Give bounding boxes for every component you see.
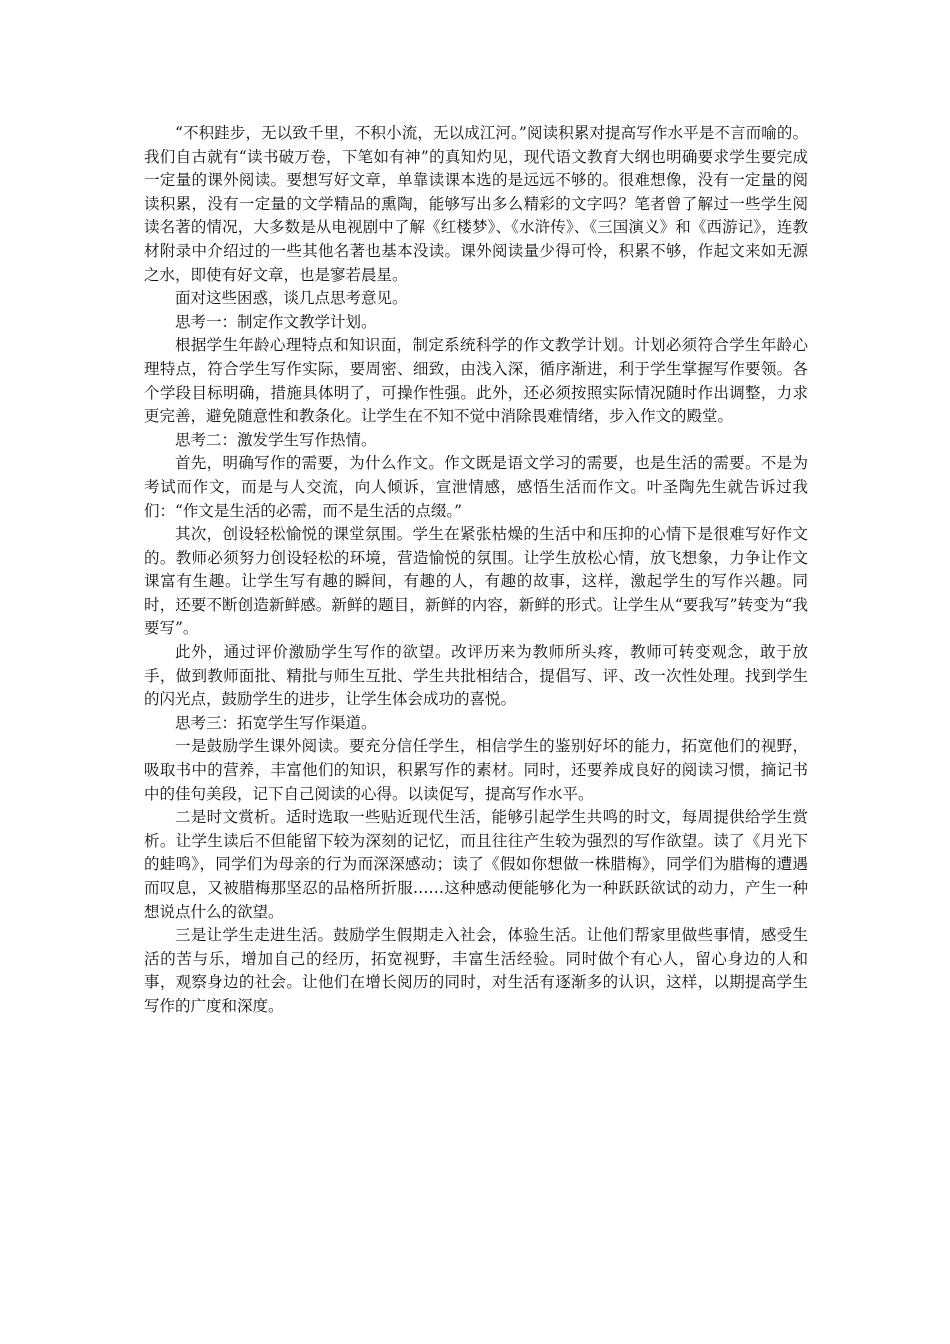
paragraph-life-experience: 三是让学生走进生活。鼓励学生假期走入社会，体验生活。让他们帮家里做些事情，感受生活的苦与乐，增加自己的经历，拓宽视野，丰富生活经验。同时做个有心人，留心身边的人和事，观察身边的社会。让他们在增长阅历的同时，对生活有逐渐多的认识，这样，以期提高学生写作的广度和深度。 (144, 926, 808, 1015)
paragraph-reading-accumulation: “不积跬步，无以致千里，不积小流，无以成江河。”阅读积累对提高写作水平是不言而喻的。我们自古就有“读书破万卷，下笔如有神”的真知灼见，现代语文教育大纲也明确要求学生要完成一定量的课外阅读。要想写好文章，单靠读课本选的是远远不够的。很难想像，没有一定量的阅读积累，没有一定量的文学精品的熏陶，能够写出多么精彩的文字吗？笔者曾了解过一些学生阅读名著的情况，大多数是从电视剧中了解《红楼梦》、《水浒传》、《三国演义》和《西游记》，连教材附录中介绍过的一些其他名著也基本没读。课外阅读量少得可怜，积累不够，作起文来如无源之水，即使有好文章，也是寥若晨星。 (144, 124, 808, 284)
heading-thought-three: 思考三：拓宽学生写作渠道。 (175, 713, 377, 732)
paragraph-teaching-plan: 根据学生年龄心理特点和知识面，制定系统科学的作文教学计划。计划必须符合学生年龄心理特点，符合学生写作实际，要周密、细致，由浅入深，循序渐进，利于学生掌握写作要领。各个学段目标明确，措施具体明了，可操作性强。此外，还必须按照实际情况随时作出调整，力求更完善，避免随意性和教条化。让学生在不知不觉中消除畏难情绪，步入作文的殿堂。 (144, 336, 808, 426)
paragraph-writing-need: 首先，明确写作的需要，为什么作文。作文既是语文学习的需要，也是生活的需要。不是为考试而作文，而是与人交流，向人倾诉，宣泄情感，感悟生活而作文。叶圣陶先生就告诉过我们：“作文是生活的必需，而不是生活的点缀。” (144, 454, 808, 520)
paragraph-introduction: 面对这些困惑，谈几点思考意见。 (175, 289, 408, 308)
paragraph-classroom-atmosphere: 其次，创设轻松愉悦的课堂氛围。学生在紧张枯燥的生活中和压抑的心情下是很难写好作文的。教师必须努力创设轻松的环境，营造愉悦的氛围。让学生放松心情，放飞想象，力争让作文课富有生趣。让学生写有趣的瞬间，有趣的人，有趣的故事，这样，激起学生的写作兴趣。同时，还要不断创造新鲜感。新鲜的题目，新鲜的内容，新鲜的形式。让学生从“要我写”转变为“我要写”。 (144, 525, 808, 638)
heading-thought-two: 思考二：激发学生写作热情。 (175, 430, 377, 449)
document-body (144, 122, 808, 1019)
paragraph-evaluation: 此外，通过评价激励学生写作的欲望。改评历来为教师所头疼，教师可转变观念，敢于放手，做到教师面批、精批与师生互批、学生共批相结合，提倡写、评、改一次性处理。找到学生的闪光点，鼓励学生的进步，让学生体会成功的喜悦。 (144, 643, 808, 709)
paragraph-extracurricular-reading: 一是鼓励学生课外阅读。要充分信任学生，相信学生的鉴别好坏的能力，拓宽他们的视野，吸取书中的营养，丰富他们的知识，积累写作的素材。同时，还要养成良好的阅读习惯，摘记书中的佳句美段，记下自己阅读的心得。以读促写，提高写作水平。 (144, 737, 808, 803)
heading-thought-one: 思考一：制定作文教学计划。 (175, 312, 377, 331)
paragraph-essay-appreciation: 二是时文赏析。适时选取一些贴近现代生活，能够引起学生共鸣的时文，每周提供给学生赏析。让学生读后不但能留下较为深刻的记忆，而且往往产生较为强烈的写作欲望。读了《月光下的蛙鸣》，同学们为母亲的行为而深深感动；读了《假如你想做一株腊梅》，同学们为腊梅的遭遇而叹息，又被腊梅那坚忍的品格所折服……这种感动便能够化为一种跃跃欲试的动力，产生一种想说点什么的欲望。 (144, 808, 808, 921)
